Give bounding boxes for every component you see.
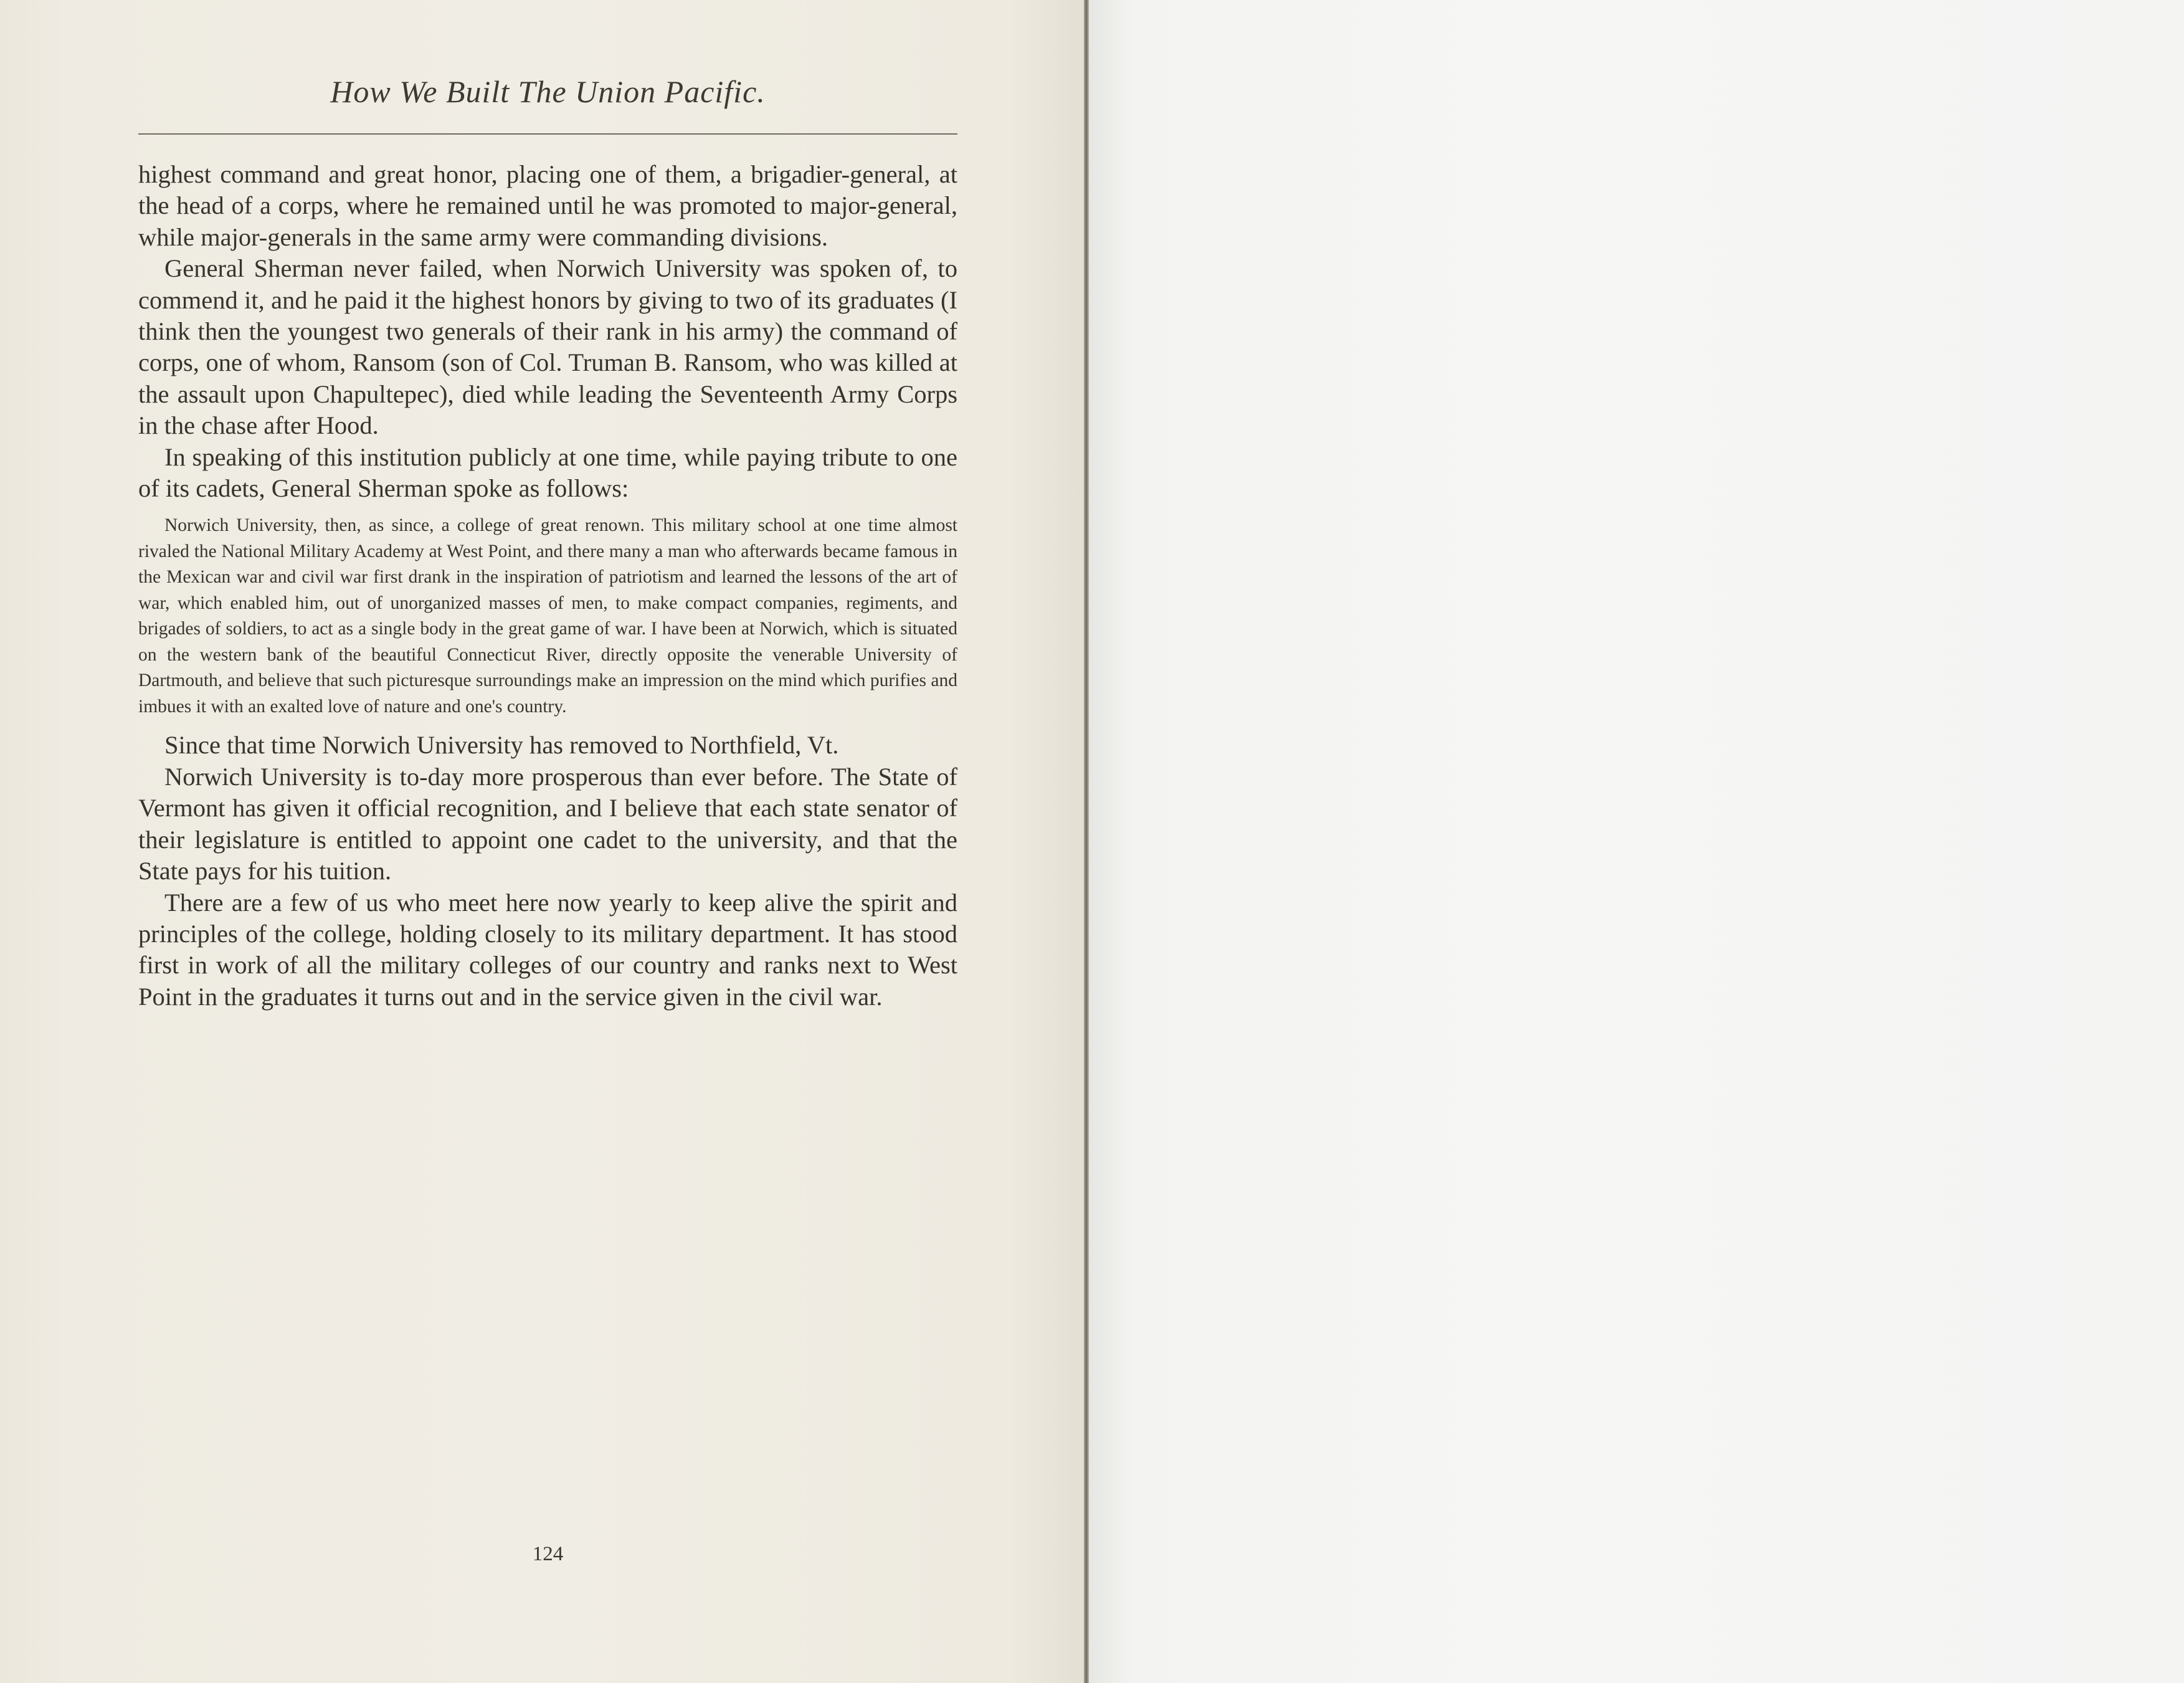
page-number: 124	[532, 1543, 564, 1565]
paragraph-continued: highest command and great honor, placing one of them, a brigadier-general, at the head of a corps, where he remained until he was promoted to major-general, while major-generals in the same army were commanding divisions.	[138, 160, 957, 251]
paragraph: There are a few of us who meet here now yearly to keep alive the spirit and principles of the college, holding closely to its military department. It has stood first in work of all the military colleges of our country and ranks next to West Point in the graduates it turns out and in the service given in the civil war.	[138, 888, 957, 1011]
running-head: How We Built The Union Pacific.	[330, 74, 766, 109]
header-rule	[138, 133, 957, 135]
book-gutter	[1084, 0, 1089, 1683]
left-page	[0, 0, 1084, 1683]
paragraph: In speaking of this institution publicly at one time, while paying tribute to one of its cadets, General Sherman spoke as follows:	[138, 442, 957, 503]
paragraph: Since that time Norwich University has removed to Northfield, Vt.	[164, 731, 839, 760]
sherman-quote: Norwich University, then, as since, a college of great renown. This military school at one time almost rivaled the National Military Academy at West Point, and there many a man who afterwards became famous in the Mexican war and civil war first drank in the inspiration of patriotism and learned the lessons of the art of war, which enabled him, out of unorganized masses of men, to make compact companies, regiments, and brigades of soldiers, to act as a single body in the great game of war. I have been at Norwich, which is situated on the western bank of the beautiful Connecticut River, directly opposite the venerable University of Dartmouth, and believe that such picturesque surroundings make an impression on the mind which purifies and imbues it with an exalted love of nature and one's country.	[138, 515, 957, 717]
paragraph: General Sherman never failed, when Norwich University was spoken of, to commend it, and he paid it the highest honors by giving to two of its graduates (I think then the youngest two generals of their rank in his army) the command of corps, one of whom, Ransom (son of Col. Truman B. Ransom, who was killed at the assault upon Chapultepec), died while leading the Seventeenth Army Corps in the chase after Hood.	[138, 254, 957, 440]
paragraph: Norwich University is to-day more prosperous than ever before. The State of Vermont has given it official recognition, and I believe that each state senator of their legislature is entitled to appoint one cadet to the university, and that the State pays for his tuition.	[138, 762, 957, 885]
right-page-blank	[1089, 0, 2184, 1683]
body-text	[138, 159, 957, 1013]
